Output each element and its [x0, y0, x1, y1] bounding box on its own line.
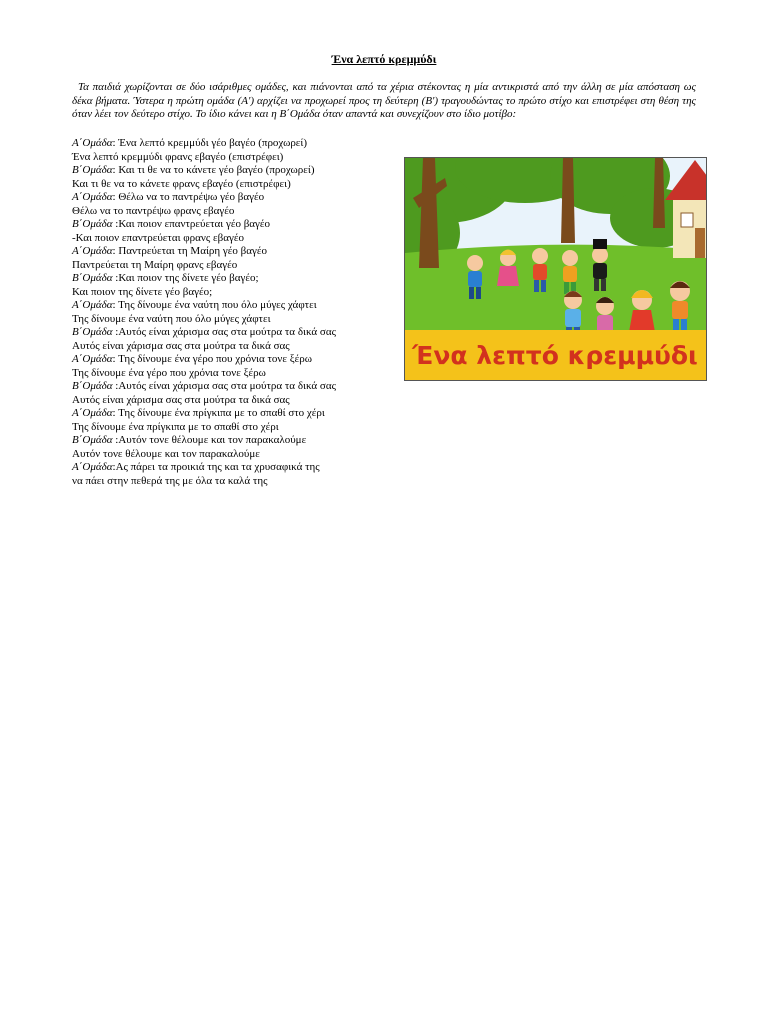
intro-paragraph: Τα παιδιά χωρίζονται σε δύο ισάριθμες ομάδες, και πιάνονται από τα χέρια στέκοντας η μία αντικριστά από την άλλη σε μία απόσταση ως δέκα βήματα. Ύστερα η πρώτη ομάδα (Α') αρχίζει να προχωρεί προς τη δεύτερη (Β') τραγουδώντας το πρώτο στίχο και επιστρέφει στη θέση της όταν λέει τον δεύτερο στίχο. Το ίδιο κάνει και η Β΄Ομάδα όταν απαντά και συνεχίζουν στο ίδιο μοτίβο: [72, 81, 696, 121]
lyric-text: Της δίνουμε ένα ναύτη που όλο μύγες χάφτει [72, 312, 271, 325]
group-separator: : [112, 407, 119, 419]
lyric-line [72, 259, 402, 273]
group-label: Α΄Ομάδα [72, 461, 113, 473]
group-separator: : [112, 137, 119, 149]
group-label: Α΄Ομάδα [72, 137, 113, 149]
lyric-line [72, 448, 402, 462]
group-label: Α΄Ομάδα [72, 245, 113, 257]
lyric-line [72, 151, 402, 165]
lyric-text: Και ποιον της δίνετε γέο βαγέο; [118, 272, 259, 284]
lyric-text: Παντρεύεται τη Μαίρη γέο βαγέο [118, 245, 267, 257]
group-separator: : [112, 164, 119, 176]
group-separator: : [112, 218, 119, 230]
lyric-line [72, 191, 402, 205]
group-label: Α΄Ομάδα [72, 191, 113, 203]
lyric-line [72, 434, 402, 448]
lyric-line [72, 286, 402, 300]
group-separator: : [112, 299, 119, 311]
lyric-line [72, 394, 402, 408]
group-separator: : [112, 326, 119, 338]
lyric-line [72, 326, 402, 340]
lyric-text: Της δίνουμε ένα γέρο που χρόνια τονε ξέρω [72, 366, 266, 379]
lyric-line [72, 353, 402, 367]
lyric-line [72, 205, 402, 219]
lyric-text: Παντρεύεται τη Μαίρη φρανς εβαγέο [72, 258, 238, 271]
group-label: Α΄Ομάδα [72, 299, 113, 311]
group-separator: : [112, 353, 119, 365]
lyric-text: Θέλω να το παντρέψω γέο βαγέο [118, 191, 265, 203]
group-separator: : [112, 191, 119, 203]
lyric-line [72, 272, 402, 286]
lyric-text: Θέλω να το παντρέψω φρανς εβαγέο [72, 204, 235, 217]
lyric-text: Αυτός είναι χάρισμα σας στα μούτρα τα δικά σας [72, 339, 290, 352]
group-separator: : [112, 461, 116, 473]
lyric-text: Ένα λεπτό κρεμμύδι γέο βαγέο (προχωρεί) [118, 137, 308, 149]
lyric-text: Της δίνουμε ένα πρίγκιπα με το σπαθί στο χέρι [118, 407, 325, 419]
song-illustration [404, 157, 707, 381]
lyric-line [72, 340, 402, 354]
lyric-text: Ας πάρει τα προικιά της και τα χρυσαφικά της [115, 461, 320, 473]
lyric-line [72, 299, 402, 313]
group-label: Β΄Ομάδα [72, 164, 113, 176]
lyric-text: Και ποιον της δίνετε γέο βαγέο; [72, 285, 213, 298]
group-label: Β΄Ομάδα [72, 272, 113, 284]
lyric-text: Αυτόν τονε θέλουμε και τον παρακαλούμε [72, 447, 260, 460]
group-separator: : [112, 272, 119, 284]
lyric-text: Αυτός είναι χάρισμα σας στα μούτρα τα δικά σας [118, 380, 336, 392]
lyric-text: Της δίνουμε ένα γέρο που χρόνια τονε ξέρω [118, 353, 313, 365]
lyric-text: Και τι θε να το κάνετε φρανς εβαγέο (επιστρέφει) [72, 177, 291, 190]
lyric-text: Και ποιον επαντρεύεται γέο βαγέο [118, 218, 271, 230]
lyric-line [72, 461, 402, 475]
illustration-caption: Ένα λεπτό κρεμμύδι [412, 341, 698, 370]
lyric-text: Αυτόν τονε θέλουμε και τον παρακαλούμε [118, 434, 307, 446]
group-separator: : [112, 380, 119, 392]
lyric-text: Αυτός είναι χάρισμα σας στα μούτρα τα δικά σας [72, 393, 290, 406]
lyric-line [72, 380, 402, 394]
children-playing-illustration [405, 158, 706, 380]
document-title: Ένα λεπτό κρεμμύδι [331, 52, 437, 66]
group-label: Β΄Ομάδα [72, 380, 113, 392]
lyric-text: -Και ποιον επαντρεύεται φρανς εβαγέο [72, 231, 244, 244]
lyric-line [72, 407, 402, 421]
lyric-line [72, 421, 402, 435]
group-label: Β΄Ομάδα [72, 326, 113, 338]
lyric-line [72, 164, 402, 178]
lyric-line [72, 313, 402, 327]
group-label: Α΄Ομάδα [72, 353, 113, 365]
group-separator: : [112, 434, 119, 446]
group-label: Β΄Ομάδα [72, 218, 113, 230]
lyric-line [72, 232, 402, 246]
song-lyrics [72, 137, 402, 488]
lyric-text: Της δίνουμε ένα πρίγκιπα με το σπαθί στο χέρι [72, 420, 279, 433]
lyric-line [72, 137, 402, 151]
lyric-line [72, 475, 402, 489]
lyric-line [72, 245, 402, 259]
group-label: Β΄Ομάδα [72, 434, 113, 446]
lyric-text: να πάει στην πεθερά της με όλα τα καλά της [72, 474, 268, 487]
lyric-line [72, 178, 402, 192]
lyric-text: Αυτός είναι χάρισμα σας στα μούτρα τα δικά σας [118, 326, 336, 338]
lyric-text: Της δίνουμε ένα ναύτη που όλο μύγες χάφτει [118, 299, 317, 311]
lyric-line [72, 367, 402, 381]
lyric-text: Και τι θε να το κάνετε γέο βαγέο (προχωρεί) [118, 164, 315, 176]
group-label: Α΄Ομάδα [72, 407, 113, 419]
lyric-line [72, 218, 402, 232]
group-separator: : [112, 245, 119, 257]
lyric-text: Ένα λεπτό κρεμμύδι φρανς εβαγέο (επιστρέφει) [72, 150, 284, 163]
